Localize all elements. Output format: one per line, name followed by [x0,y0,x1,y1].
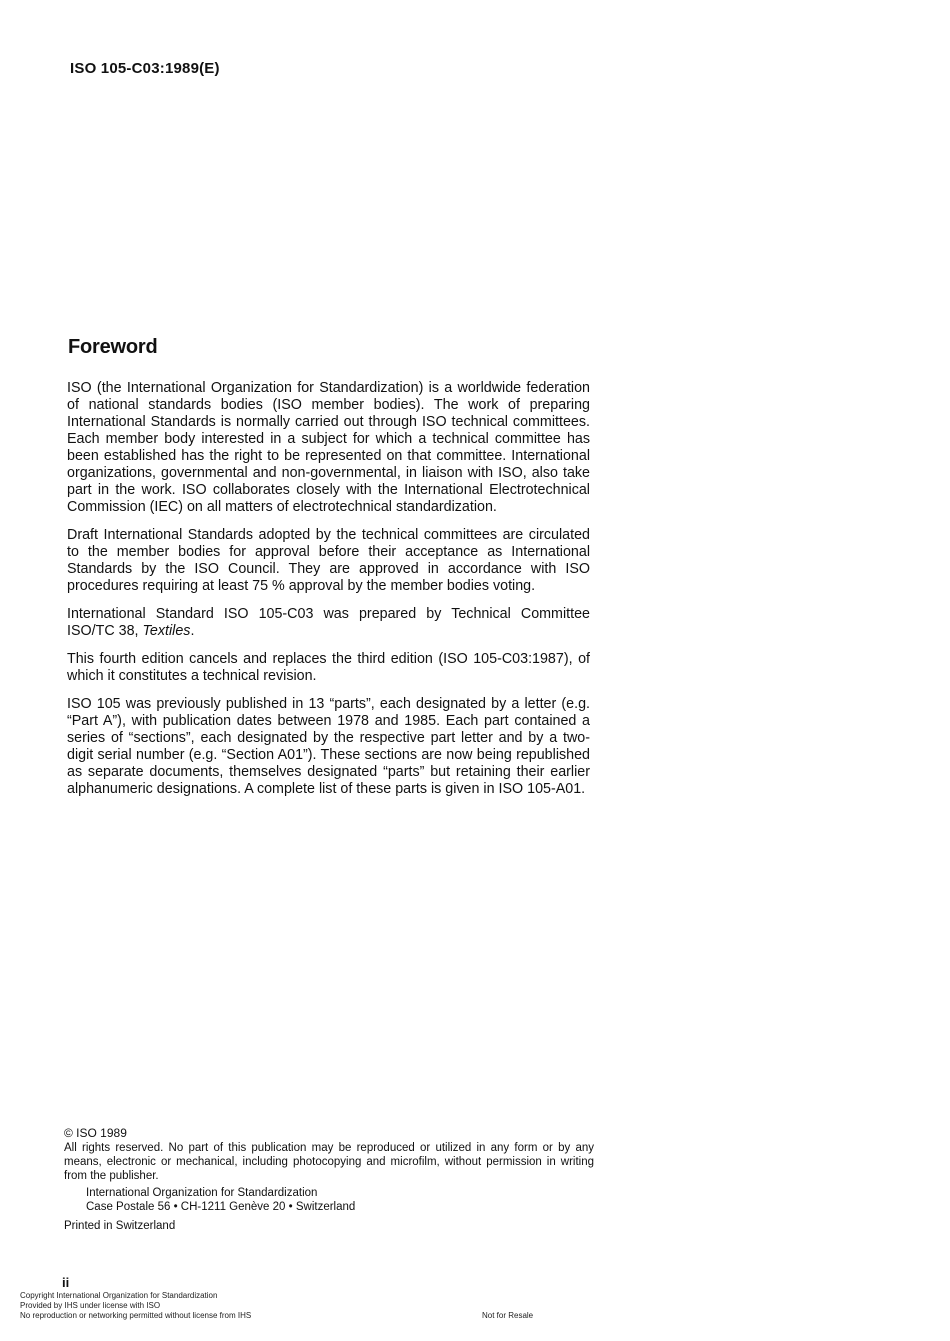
document-id: ISO 105-C03:1989(E) [70,60,220,77]
footer-line-1: Copyright International Organization for Standardization [20,1291,218,1300]
foreword-heading: Foreword [68,336,158,358]
paragraph-3-end: . [190,623,195,639]
publisher-name: International Organization for Standardization [86,1187,318,1199]
foreword-paragraph-4: This fourth edition cancels and replaces the third edition (ISO 105-C03:1987), of which it constitutes a technical revision. [67,651,590,684]
copyright-block [64,1126,594,1233]
foreword-paragraph-1: ISO (the International Organization for Standardization) is a worldwide federation of national standards bodies (ISO member bodies). The work of preparing International Standards is normally carried out through ISO technical committees. Each member body interested in a subject for which a technical committee has been established has the right to be represented on that committee. International organizations, governmental and non-governmental, in liaison with ISO, also take part in the work. ISO collaborates closely with the International Electrotechnical Commission (IEC) on all matters of electrotechnical standardization. [67,380,590,515]
rights-statement: All rights reserved. No part of this publication may be reproduced or utilized in any form or by any means, electronic or mechanical, including photocopying and microfilm, without permission in writing from the publisher. [64,1142,594,1182]
committee-title: Textiles [142,623,191,639]
foreword-body [67,380,590,809]
foreword-paragraph-5: ISO 105 was previously published in 13 “parts”, each designated by a letter (e.g. “Part A”), with publication dates between 1978 and 1985. Each part contained a series of “sections”, each designated by the respective part letter and by a two-digit serial number (e.g. “Section A01”). These sections are now being republished as separate documents, themselves designated “parts” but retaining their earlier alphanumeric designations. A complete list of these parts is given in ISO 105-A01. [67,696,590,797]
foreword-paragraph-3 [67,606,590,640]
paragraph-3-text: International Standard ISO 105-C03 was prepared by Technical Committee ISO/TC 38, [67,606,590,639]
footer-line-2: Provided by IHS under license with ISO [20,1301,161,1310]
footer-line-3: No reproduction or networking permitted without license from IHS [20,1311,252,1320]
printed-in: Printed in Switzerland [64,1220,176,1232]
license-footer [20,1291,251,1321]
publisher-postal-address: Case Postale 56 • CH-1211 Genève 20 • Switzerland [86,1201,356,1213]
foreword-paragraph-2: Draft International Standards adopted by the technical committees are circulated to the member bodies for approval before their acceptance as International Standards by the ISO Council. They are approved in accordance with ISO procedures requiring at least 75 % approval by the member bodies voting. [67,527,590,594]
publisher-address [64,1186,594,1214]
not-for-resale: Not for Resale [482,1311,534,1320]
copyright-line: © ISO 1989 [64,1126,127,1140]
page-number: ii [62,1275,70,1290]
